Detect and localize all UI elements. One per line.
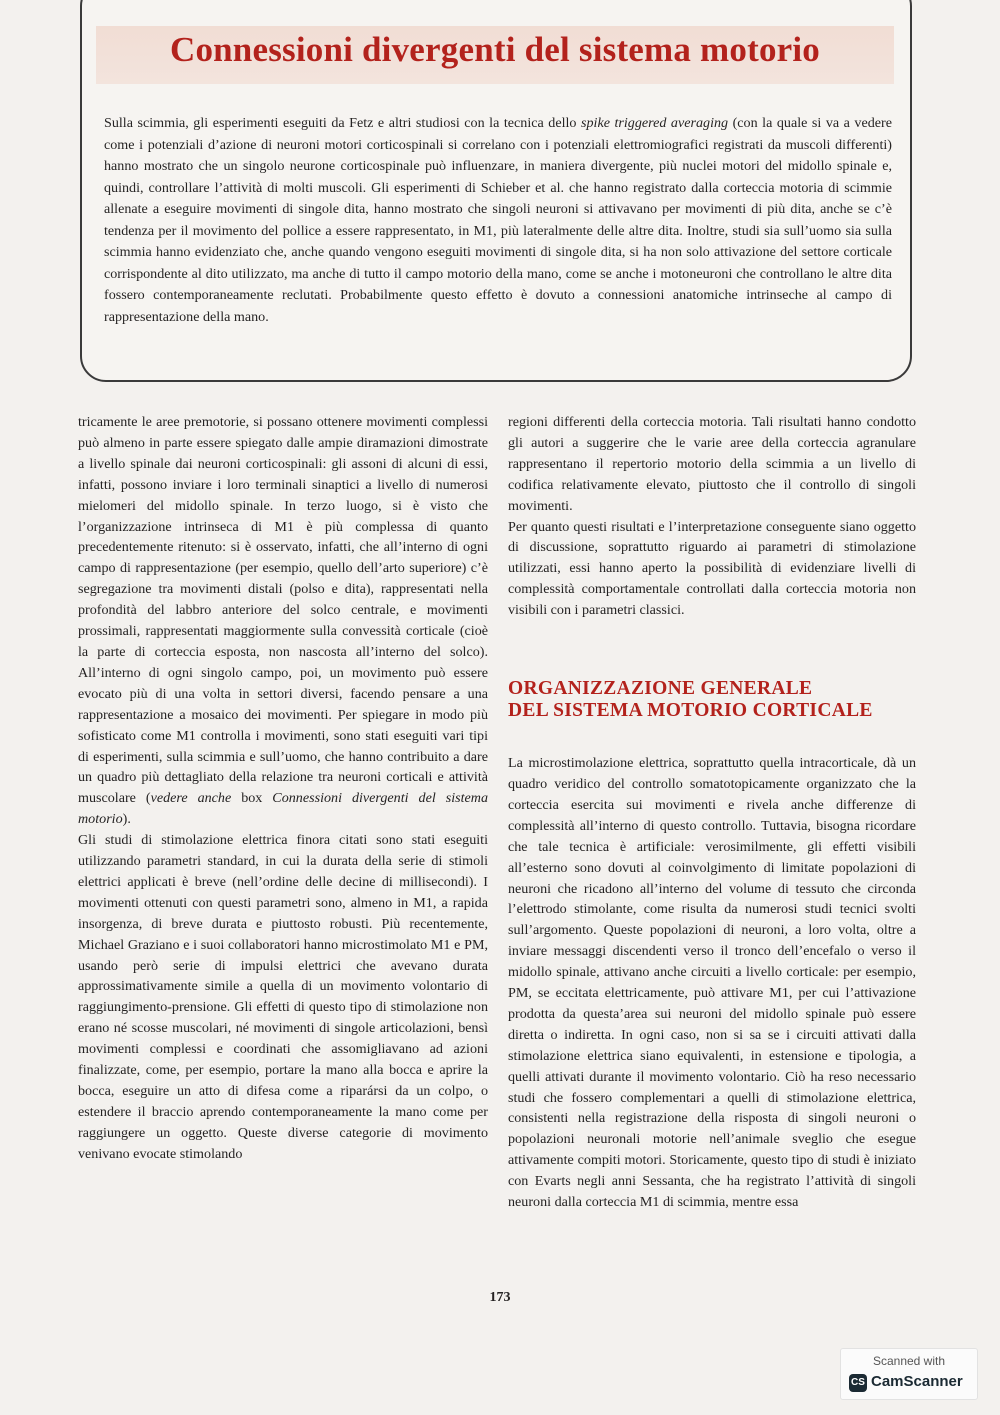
right-paragraph-3: La microstimolazione elettrica, soprattutto quella intracorticale, dà un quadro veridico del controllo somatotopicamente organizzato che la corteccia esercita sui movimenti e rivela anche differenze di complessità all’interno di questo controllo. Tuttavia, bisogna ricordare che tale tecnica è artificiale: verosimilmente, gli effetti visibili all’esterno sono dovuti al coinvolgimento di limitate popolazioni di neuroni che ricadono all’interno del volume di tessuto che circonda l’elettrodo stimolante, come risulta da numerosi studi tecnici svolti sull’argomento. Queste popolazioni di neuroni, a loro volta, oltre a inviare messaggi discendenti verso il tronco dell’encefalo o verso il midollo spinale, attivano anche circuiti a livello corticale: per esempio, PM, se eccitata elettricamente, può attivare M1, per cui l’attivazione prodotta da questa’area sui neuroni del midollo spinale può essere diretta o indiretta. In ogni caso, non si sa se i circuiti attivati dalla stimolazione elettrica siano equivalenti, in estensione e tipologia, a quelli attivati durante il movimento volontario. Ciò ha reso necessario studi che fossero complementari a quelli di stimolazione elettrica, consistenti nella registrazione della risposta di singoli neuroni o popolazioni neuronali motorie nell’animale sveglio che esegue attivamente compiti motori. Storicamente, questo tipo di studi è iniziato con Evarts negli anni Sessanta, che ha registrato l’attività di singoli neuroni dalla corteccia M1 di scimmia, mentre essa (508, 755, 916, 1211)
box-title: Connessioni divergenti del sistema motorio (169, 30, 821, 69)
text-run: tricamente le aree premotorie, si possano ottenere movimenti complessi può almeno in parte essere spiegato dalle ampie diramazioni dimostrate a livello spinale dai neuroni corticospinali: gli assoni di alcuni di essi, infatti, possono inviare i loro terminali sinaptici a livello di numerosi mielomeri del midollo spinale. In terzo luogo, si è visto che l’organizzazione intrinseca di M1 è più complessa di quanto precedentemente ritenuto: si è osservato, infatti, che all’interno di ogni campo di rappresentazione (per esempio, quello dell’arto superiore) c’è segregazione tra movimenti distali (polso e dita), rappresentati nella profondità del labbro anteriore del solco centrale, e movimenti prossimali, rappresentati maggiormente sulla convessità corticale (cioè la parte di corteccia esposta, non nascosta all’interno del solco). All’interno di ogni singolo campo, poi, un movimento può essere evocato più di una volta in settori diversi, facendo pensare a una rappresentazione a mosaico dei movimenti. Per spiegare in modo più sofisticato come M1 controlla i movimenti, sono stati eseguiti vari tipi di esperimenti, sulla scimmia e sull’uomo, che hanno contribuito a dare un quadro più dettagliato della relazione tra neuroni corticali e attività muscolare ( (78, 414, 488, 807)
camscanner-logo-icon: CS (849, 1374, 867, 1392)
text-run: ). (122, 811, 131, 828)
camscanner-watermark (840, 1348, 978, 1400)
left-paragraph-2: Gli studi di stimolazione elettrica finora citati sono stati eseguiti utilizzando parametri standard, in cui la durata della serie di stimoli elettrici applicati è breve (nell’ordine delle decine di millisecondi). I movimenti ottenuti con questi parametri sono, almeno in M1, a rapida insorgenza, di breve durata e piuttosto robusti. Più recentemente, Michael Graziano e i suoi collaboratori hanno microstimolato M1 e PM, usando però serie di impulsi elettrici che avevano durata approssimativamente simile a quella di un movimento volontario di raggiungimento-prensione. Gli effetti di questo tipo di stimolazione non erano né scosse muscolari, né movimenti di singole articolazioni, bensì movimenti complessi e coordinati che assomigliavano ad azioni finalizzate, come, per esempio, portare la mano alla bocca e aprire la bocca, eseguire un atto di difesa come a riparársi da un colpo, o estendere il braccio aprendo contemporaneamente la mano come per raggiungere un oggetto. Queste diverse categorie di movimento venivano evocate stimolando (78, 832, 488, 1162)
page-number: 173 (489, 1290, 511, 1305)
section-heading (508, 678, 916, 722)
text-italic: vedere anche (150, 790, 232, 807)
text-run: box (231, 790, 273, 807)
right-paragraph-2: Per quanto questi risultati e l’interpretazione conseguente siano oggetto di discussione, soprattutto riguardo ai parametri di stimolazione utilizzati, essi hanno aperto la possibilità di evidenziare livelli di complessità comportamentale controllati dalla corteccia motoria non visibili con i parametri classici. (508, 518, 916, 619)
right-column (508, 412, 916, 1213)
section-heading-line-2: DEL SISTEMA MOTORIO CORTICALE (508, 700, 873, 722)
box-text-part: (con la quale si va a vedere come i potenziali d’azione di neuroni motori corticospinali si correlano con i potenziali elettromiografici registrati da muscoli differenti) hanno mostrato che un singolo neurone corticospinale può influenzare, in maniera divergente, più nuclei motori del midollo spinale e, quindi, controllare l’attività di molti muscoli. Gli esperimenti di Schieber et al. che hanno registrato dalla corteccia motoria di scimmie allenate a eseguire movimenti di singole dita, hanno mostrato che singoli neuroni si attivavano per movimenti di più dita, anche se c’è tendenza per il movimento del pollice a essere rappresentato, in M1, più lateralmente delle altre dita. Inoltre, studi sia sull’uomo sia sulla scimmia hanno evidenziato che, anche quando vengono eseguiti movimenti di singole dita, si ha non solo attivazione del settore corticale corrispondente al dito utilizzato, ma anche di tutto il campo motorio della mano, come se anche i motoneuroni che controllano le altre dita fossero contemporaneamente reclutati. Probabilmente questo effetto è dovuto a connessioni anatomiche intrinseche al campo di rappresentazione della mano. (104, 115, 892, 325)
right-paragraph-1: regioni differenti della corteccia motoria. Tali risultati hanno condotto gli autori a suggerire che le varie aree della corteccia agranulare rappresentano il repertorio motorio della scimmia a un livello di codifica relativamente elevato, piuttosto che il controllo di singoli movimenti. (508, 414, 916, 514)
section-heading-line-1: ORGANIZZAZIONE GENERALE (508, 678, 813, 700)
watermark-top-text: Scanned with (872, 1354, 946, 1368)
box-reference: Connessioni divergenti del sistema motorio (78, 790, 488, 828)
left-paragraph-1 (78, 412, 488, 830)
left-column (78, 412, 488, 1165)
box-text (104, 113, 892, 328)
watermark-brand-name: CamScanner (871, 1373, 963, 1390)
box-text-part: Sulla scimmia, gli esperimenti eseguiti da Fetz e altri studiosi con la tecnica dello (104, 115, 581, 131)
box-text-italic: spike triggered averaging (581, 115, 729, 131)
